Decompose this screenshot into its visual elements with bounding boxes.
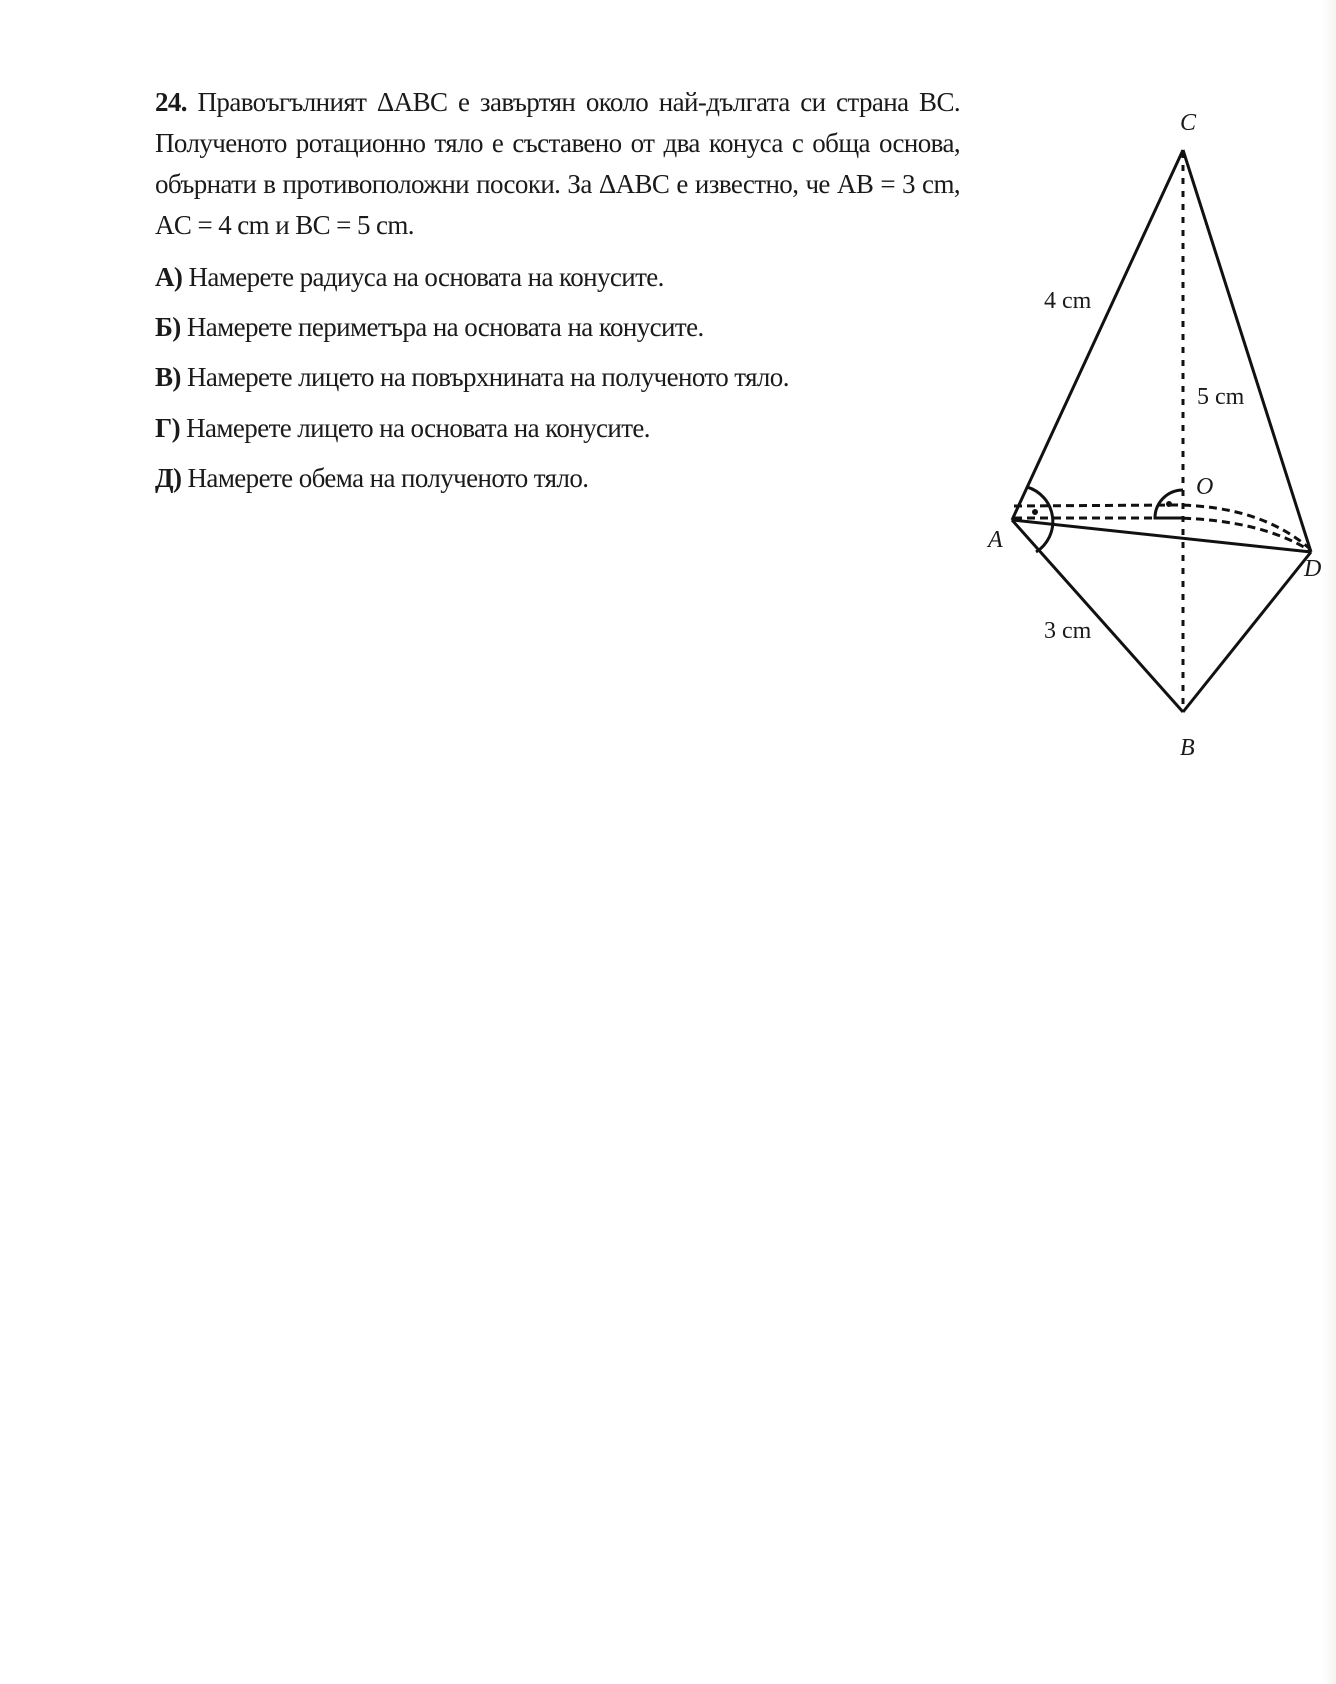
question-label: Г) xyxy=(155,413,180,443)
label-a: A xyxy=(988,527,1003,553)
question-text: Намерете лицето на основата на конусите. xyxy=(186,413,650,443)
edge-ac xyxy=(1012,150,1183,520)
label-d: D xyxy=(1304,556,1322,582)
problem-number: 24. xyxy=(155,87,187,117)
label-ac-length: 4 cm xyxy=(1044,288,1092,314)
right-angle-dot-o xyxy=(1166,501,1172,507)
question-text: Намерете радиуса на основата на конусите. xyxy=(188,262,664,292)
question-text: Намерете обема на полученото тяло. xyxy=(187,463,589,493)
problem-text: Правоъгълният ΔABC е завъртян около най-дългата си страна BC. Полученото ротационно тяло е съставено от два конуса с обща основа, обърнати в противоположни посоки. За ΔABC е известно, че AB = 3 cm, AC = 4 cm и BC = 5 cm. xyxy=(155,87,961,240)
question-label: Д) xyxy=(155,463,182,493)
label-ab-length: 3 cm xyxy=(1044,618,1092,644)
question-label: А) xyxy=(155,262,183,292)
right-angle-dot-a xyxy=(1032,509,1038,515)
question-text: Намерете периметъра на основата на конусите. xyxy=(186,312,704,342)
base-diameter xyxy=(1012,520,1311,552)
label-c: C xyxy=(1180,110,1197,136)
label-o: O xyxy=(1196,474,1214,500)
edge-ab xyxy=(1012,520,1183,712)
label-bc-length: 5 cm xyxy=(1197,384,1245,410)
question-text: Намерете лицето на повърхнината на полученото тяло. xyxy=(186,362,789,392)
question-label: Б) xyxy=(155,312,181,342)
question-label: В) xyxy=(155,362,181,392)
label-b: B xyxy=(1180,735,1195,761)
base-ellipse-back xyxy=(1014,505,1309,548)
edge-db xyxy=(1183,552,1311,712)
